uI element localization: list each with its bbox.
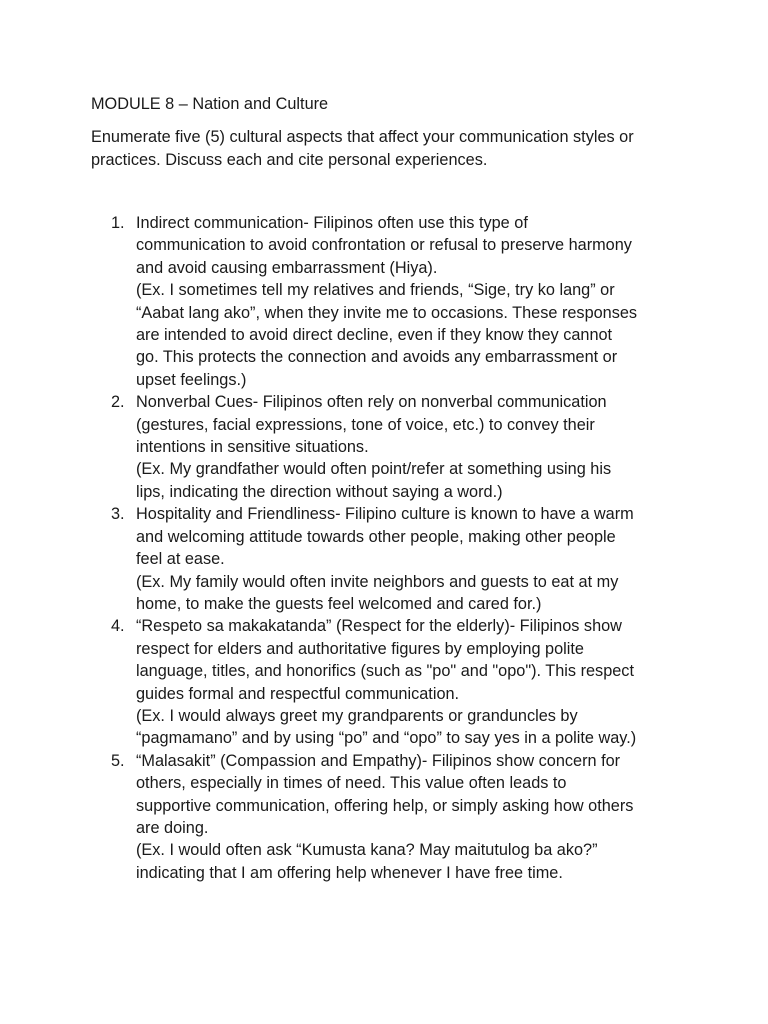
item-line: feel at ease.: [136, 550, 225, 569]
item-line: go. This protects the connection and avoids any embarrassment or: [136, 348, 618, 367]
item-line: (Ex. I sometimes tell my relatives and friends, “Sige, try ko lang” or: [136, 281, 615, 300]
item-line: upset feelings.): [136, 370, 247, 389]
item-line: supportive communication, offering help, or simply asking how others: [136, 796, 634, 815]
item-line: are intended to avoid direct decline, even if they know they cannot: [136, 326, 613, 345]
item-number: 4.: [111, 617, 125, 636]
item-line: intentions in sensitive situations.: [136, 438, 369, 457]
item-line: (Ex. I would always greet my grandparents or granduncles by: [136, 706, 578, 725]
item-line: (Ex. I would often ask “Kumusta kana? May maitutulog ba ako?”: [136, 841, 598, 860]
item-line: “Malasakit” (Compassion and Empathy)- Filipinos show concern for: [136, 751, 621, 770]
item-line: (Ex. My family would often invite neighbors and guests to eat at my: [136, 572, 619, 591]
item-number: 1.: [111, 214, 125, 232]
item-line: guides formal and respectful communication.: [136, 684, 460, 703]
item-line: Indirect communication- Filipinos often use this type of: [136, 214, 528, 232]
item-line: communication to avoid confrontation or refusal to preserve harmony: [136, 236, 632, 255]
item-line: respect for elders and authoritative figures by employing polite: [136, 639, 584, 658]
prompt-line: Enumerate five (5) cultural aspects that affect your communication styles or: [91, 128, 634, 146]
item-line: “pagmamano” and by using “po” and “opo” to say yes in a polite way.): [136, 729, 637, 748]
list-item-3: [0, 503, 637, 615]
item-line: are doing.: [136, 818, 209, 837]
prompt-line: practices. Discuss each and cite personal experiences.: [91, 150, 488, 169]
item-line: lips, indicating the direction without saying a word.): [136, 482, 503, 501]
list-item-1: [0, 212, 637, 391]
item-line: “Aabat lang ako”, when they invite me to occasions. These responses: [136, 303, 638, 322]
item-line: language, titles, and honorifics (such as "po" and "opo"). This respect: [136, 662, 634, 681]
item-line: home, to make the guests feel welcomed and cared for.): [136, 594, 542, 613]
item-line: indicating that I am offering help whenever I have free time.: [136, 863, 563, 882]
answer-list: [0, 212, 637, 884]
list-item-4: [0, 615, 637, 749]
item-line: “Respeto sa makakatanda” (Respect for the elderly)- Filipinos show: [136, 617, 622, 636]
item-line: and welcoming attitude towards other people, making other people: [136, 527, 616, 546]
list-item-2: [0, 391, 637, 503]
item-line: (gestures, facial expressions, tone of voice, etc.) to convey their: [136, 415, 595, 434]
item-line: Hospitality and Friendliness- Filipino culture is known to have a warm: [136, 505, 634, 524]
page-title: MODULE 8 – Nation and Culture: [91, 95, 329, 113]
item-number: 5.: [111, 751, 125, 770]
item-line: (Ex. My grandfather would often point/refer at something using his: [136, 460, 612, 479]
item-line: Nonverbal Cues- Filipinos often rely on nonverbal communication: [136, 393, 607, 412]
list-item-5: [0, 750, 637, 884]
assignment-prompt: [91, 126, 691, 171]
item-line: others, especially in times of need. This value often leads to: [136, 774, 567, 793]
item-number: 2.: [111, 393, 125, 412]
item-line: and avoid causing embarrassment (Hiya).: [136, 258, 438, 277]
item-number: 3.: [111, 505, 125, 524]
